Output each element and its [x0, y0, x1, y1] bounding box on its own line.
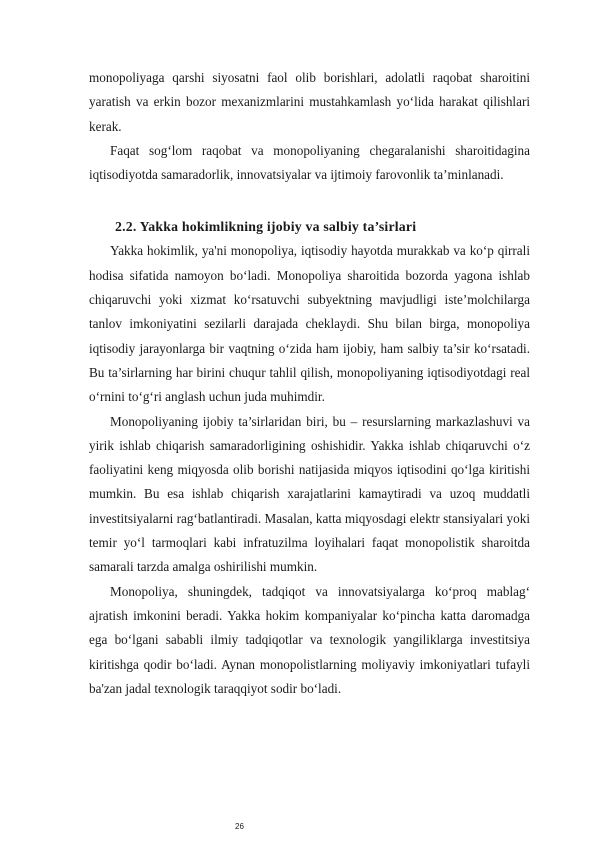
- paragraph-conclusion: Faqat sog‘lom raqobat va monopoliyaning chegaralanishi sharoitidagina iqtisodiyotda samaradorlik, innovatsiyalar va ijtimoiy farovonlik ta’minlanadi.: [89, 142, 530, 183]
- paragraph-positive-effects: Monopoliyaning ijobiy ta’sirlaridan biri, bu – resurslarning markazlashuvi va yirik ishlab chiqarish samaradorligining oshishidir. Yakka ishlab chiqaruvchi o‘z faoliyatini keng miqyosda olib borishi natijasida miqyos iqtisodini qo‘lga kiritishi mumkin. Bu esa ishlab chiqarish xarajatlarini kamaytiradi va uzoq muddatli investitsiyalarni rag‘batlantiradi. Masalan, katta miqyosdagi elektr stansiyalari yoki temir yo‘l tarmoqlari kabi infratuzilma loyihalari faqat monopolistik sharoitda samarali tarzda amalga oshirilishi mumkin.: [89, 413, 530, 575]
- page-number: 26: [235, 822, 244, 831]
- paragraph-intro: Yakka hokimlik, ya'ni monopoliya, iqtisodiy hayotda murakkab va ko‘p qirrali hodisa sifatida namoyon bo‘ladi. Monopoliya sharoitida bozorda yagona ishlab chiqaruvchi yoki xizmat ko‘rsatuvchi subyektning mavjudligi iste’molchilarga tanlov imkoniyatini sezilarli darajada cheklaydi. Shu bilan birga, monopoliya iqtisodiy jarayonlarga bir vaqtning o‘zida ham ijobiy, ham salbiy ta’sir ko‘rsatadi. Bu ta’sirlarning har birini chuqur tahlil qilish, monopoliyaning iqtisodiyotdagi real o‘rnini to‘g‘ri anglash uchun juda muhimdir.: [89, 243, 530, 405]
- paragraph-continuation: monopoliyaga qarshi siyosatni faol olib borishlari, adolatli raqobat sharoitini yaratish va erkin bozor mexanizmlarini mustahkamlash yo‘lida harakat qilishlari kerak.: [89, 70, 530, 134]
- section-heading: 2.2. Yakka hokimlikning ijobiy va salbiy ta’sirlari: [115, 219, 417, 235]
- page-body: [89, 66, 530, 701]
- paragraph-innovation: Monopoliya, shuningdek, tadqiqot va innovatsiyalarga ko‘proq mablag‘ ajratish imkonini beradi. Yakka hokim kompaniyalar ko‘pincha katta daromadga ega bo‘lgani sababli ilmiy tadqiqotlar va texnologik yangiliklarga investitsiya kiritishga qodir bo‘ladi. Aynan monopolistlarning moliyaviy imkoniyatlari tufayli ba'zan jadal texnologik taraqqiyot sodir bo‘ladi.: [89, 583, 530, 696]
